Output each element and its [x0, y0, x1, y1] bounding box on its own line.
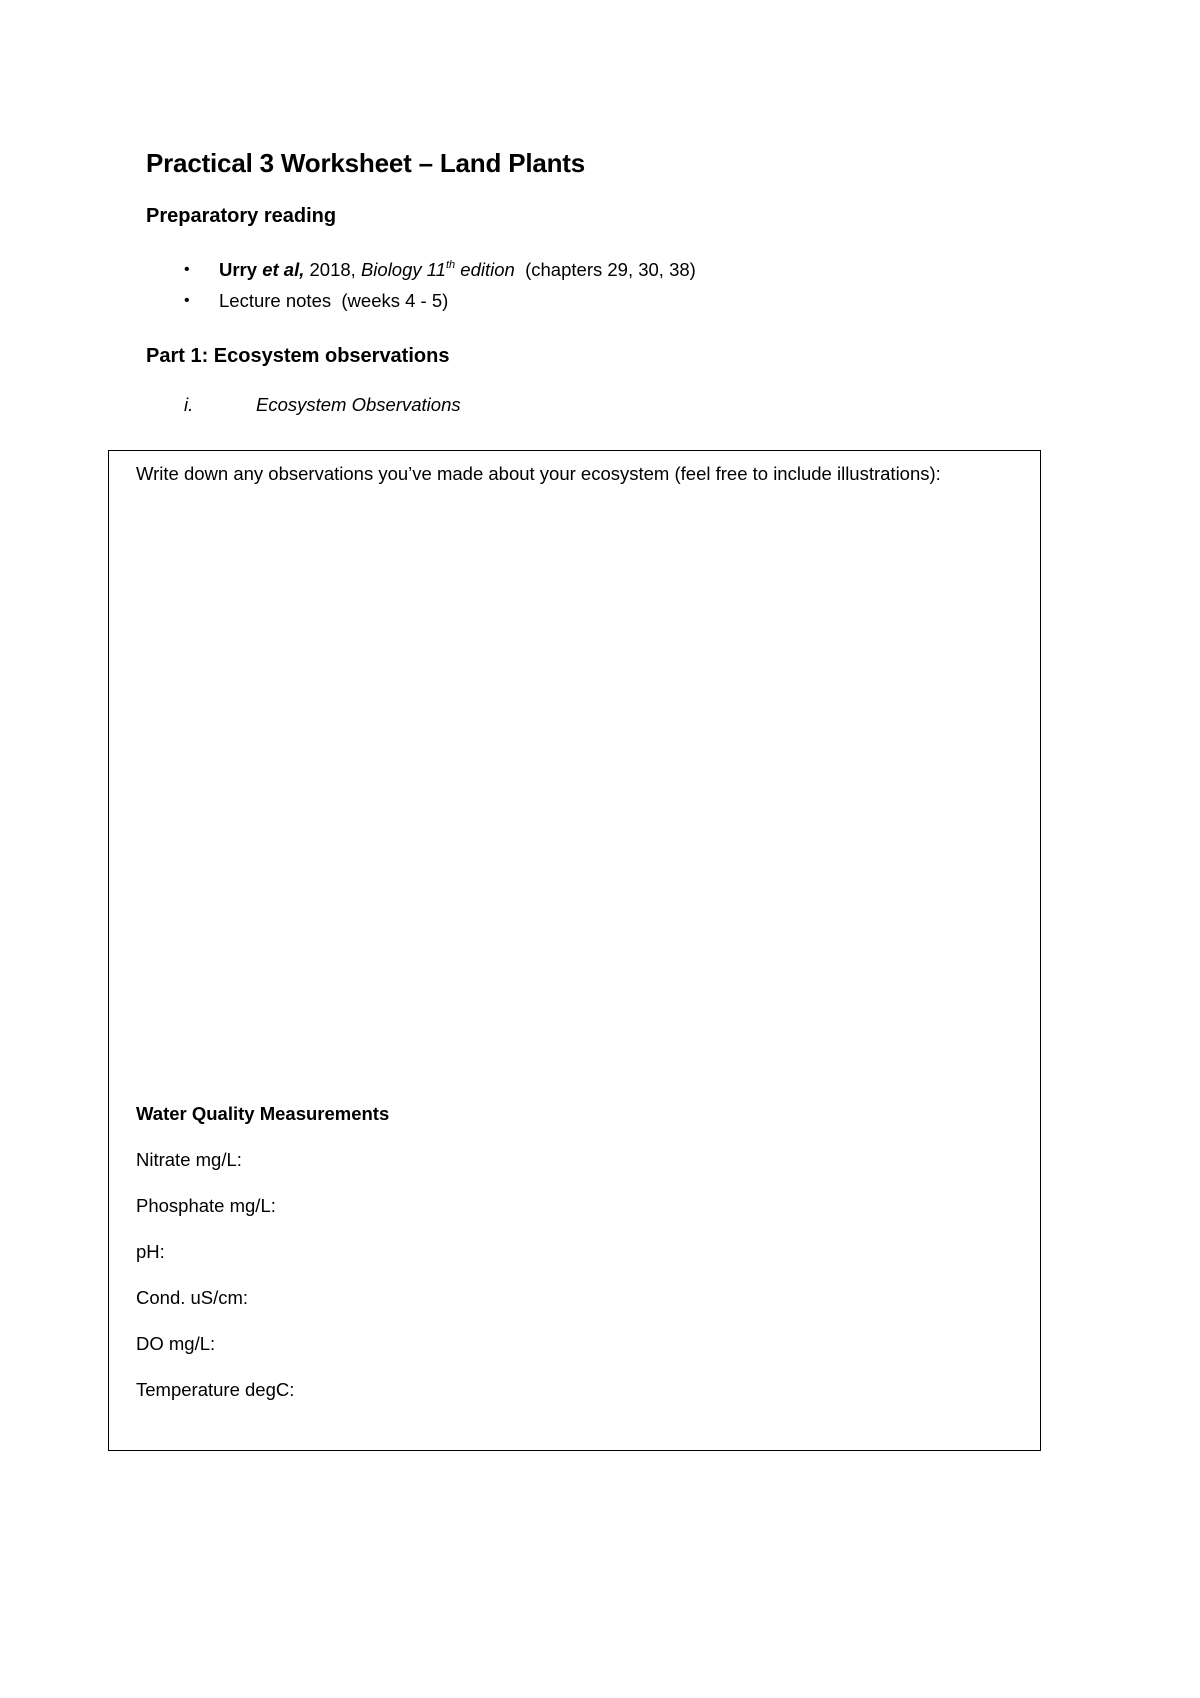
conductivity-field[interactable]: Cond. uS/cm: — [136, 1287, 249, 1308]
book-edition: edition — [455, 259, 515, 280]
water-quality-heading: Water Quality Measurements — [136, 1103, 390, 1124]
preparatory-reading-heading: Preparatory reading — [146, 205, 337, 227]
chapter-reference: (chapters 29, 30, 38) — [514, 259, 696, 280]
author-name: Urry — [219, 259, 258, 280]
publication-year: 2018, — [304, 259, 361, 280]
water-quality-fields — [136, 1149, 294, 1425]
bullet-icon: • — [184, 261, 190, 278]
temperature-field[interactable]: Temperature degC: — [136, 1379, 295, 1400]
lecture-notes-text: Lecture notes (weeks 4 - 5) — [219, 290, 449, 311]
reading-list — [146, 254, 696, 316]
list-item — [146, 254, 696, 285]
dissolved-oxygen-field[interactable]: DO mg/L: — [136, 1333, 216, 1354]
item-number: i. — [184, 394, 194, 415]
bullet-icon: • — [184, 292, 190, 309]
book-title: Biology 11 — [360, 259, 446, 280]
part-1-heading: Part 1: Ecosystem observations — [146, 345, 450, 367]
edition-superscript: th — [445, 259, 456, 271]
nitrate-field[interactable]: Nitrate mg/L: — [136, 1149, 242, 1170]
list-item — [146, 285, 696, 316]
phosphate-field[interactable]: Phosphate mg/L: — [136, 1195, 276, 1216]
et-al-text: et al, — [257, 259, 305, 280]
observation-prompt: Write down any observations you’ve made about your ecosystem (feel free to include illustrations): — [136, 463, 941, 484]
observation-box[interactable] — [108, 450, 1041, 1451]
ph-field[interactable]: pH: — [136, 1241, 165, 1262]
item-label: Ecosystem Observations — [256, 394, 461, 415]
page-title: Practical 3 Worksheet – Land Plants — [146, 148, 586, 178]
